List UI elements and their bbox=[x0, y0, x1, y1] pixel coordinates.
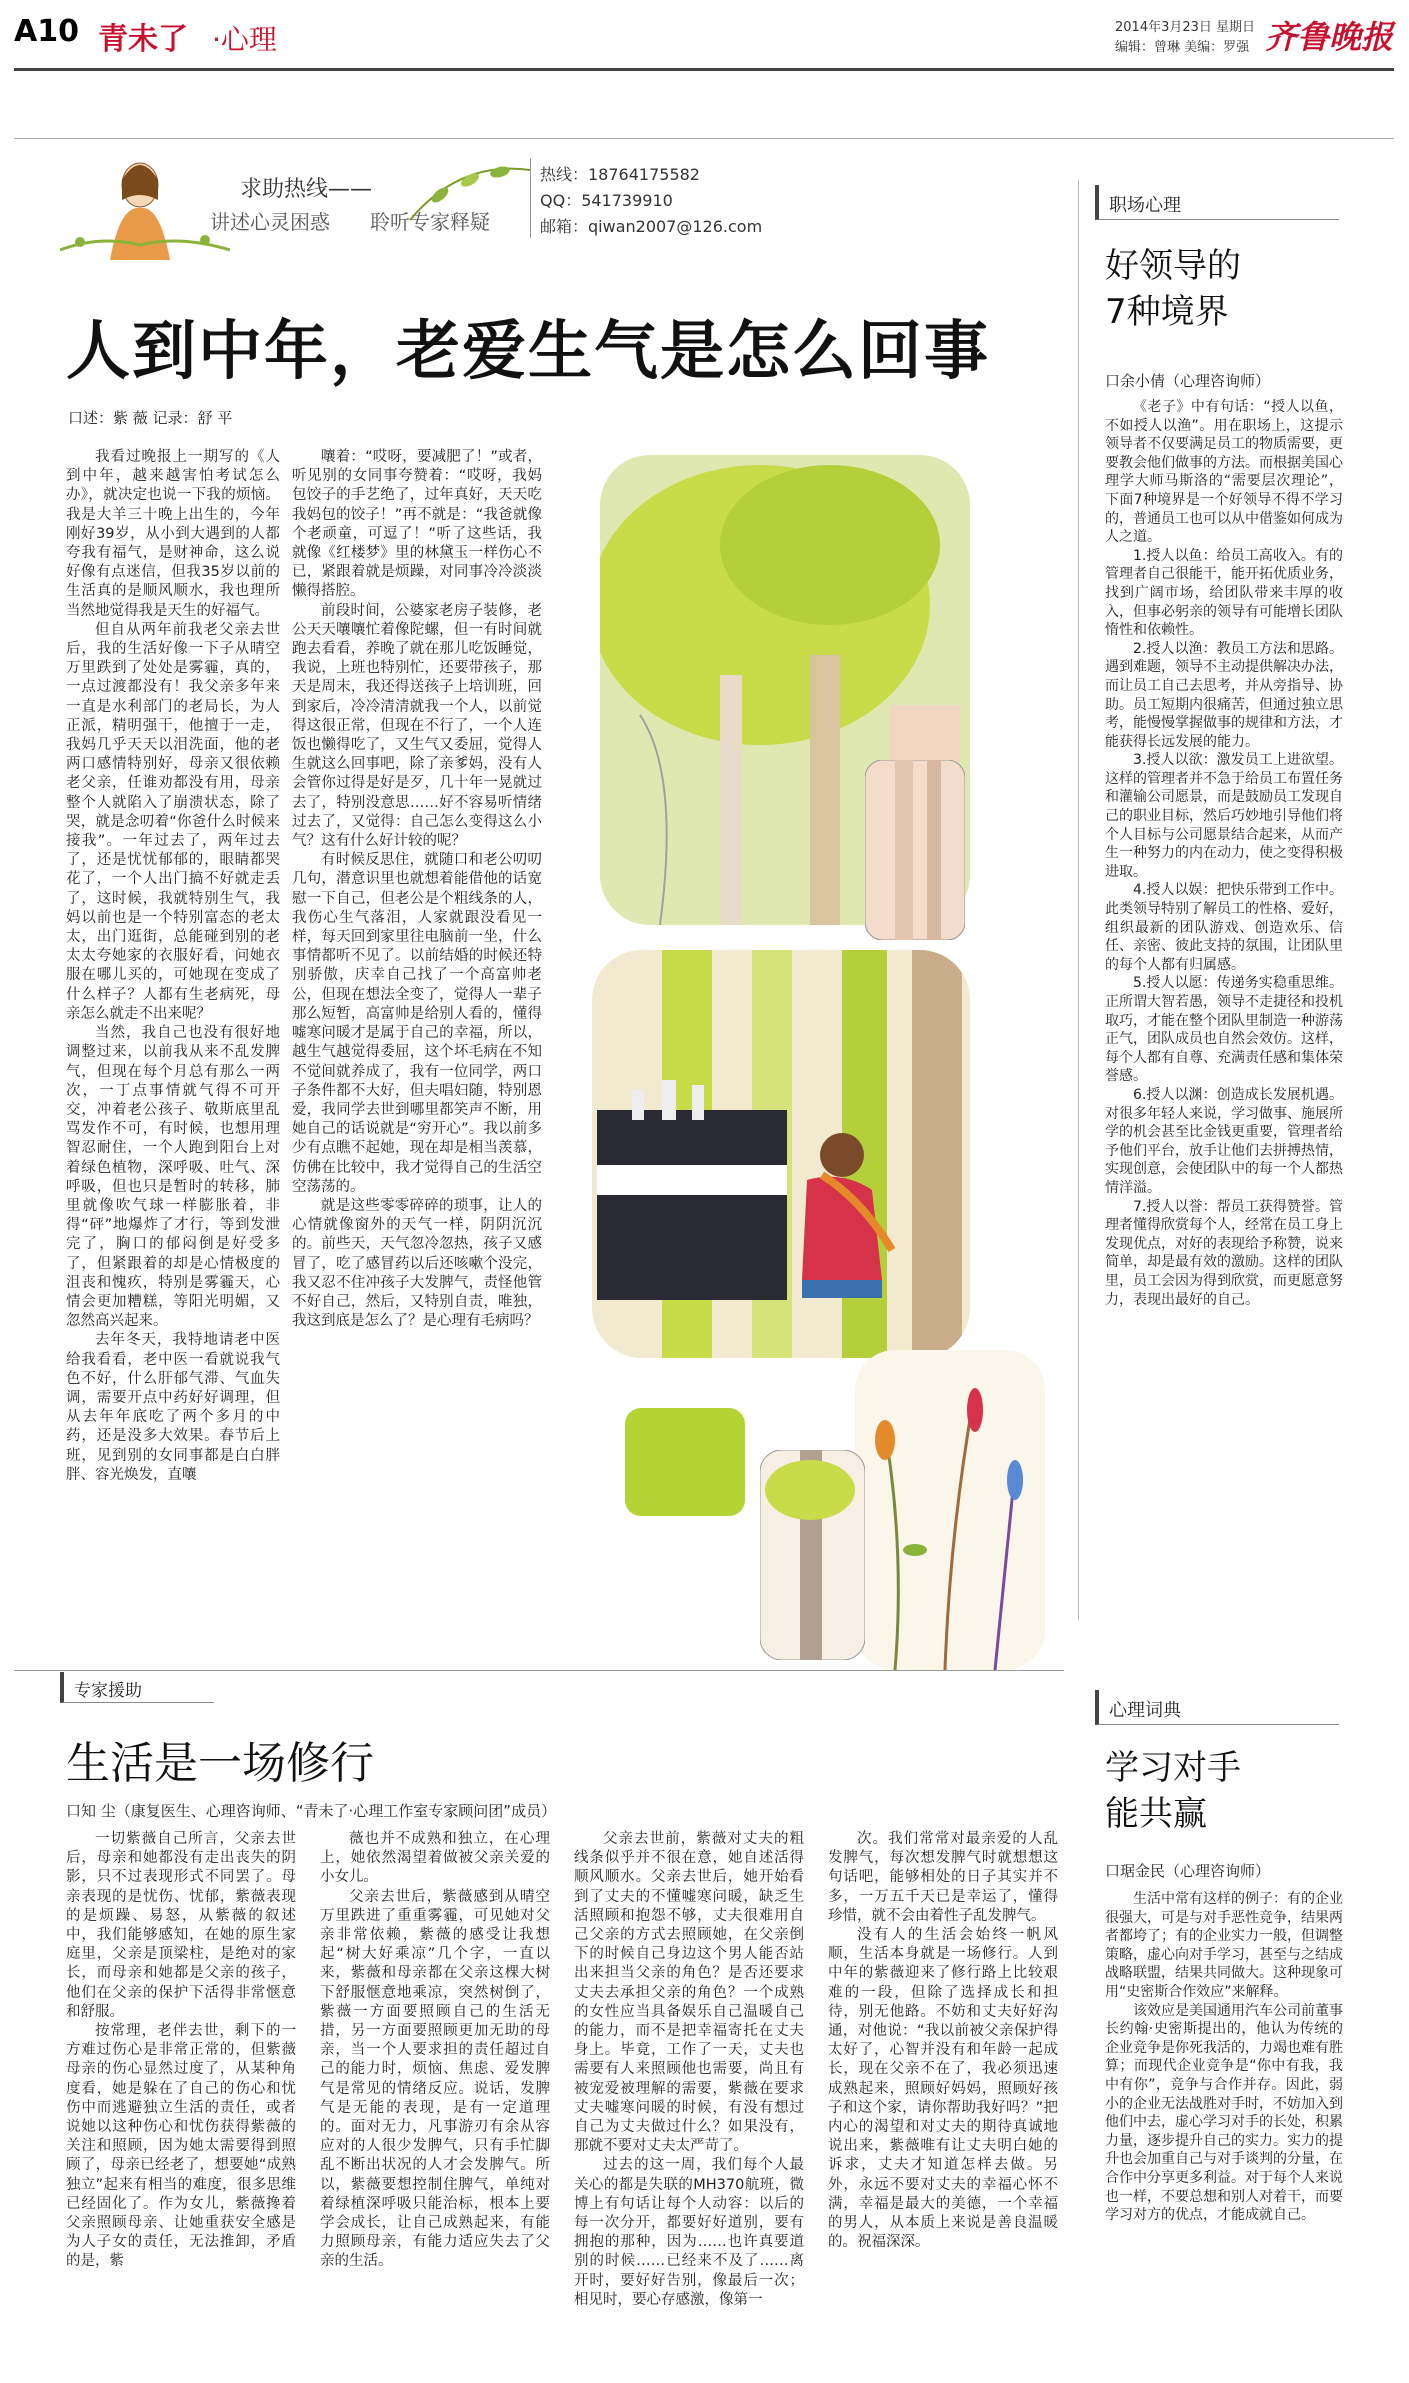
hotline-divider bbox=[530, 158, 531, 238]
section2-column-3 bbox=[574, 1830, 804, 2310]
paragraph: 3.授人以欲：激发员工上进欲望。这样的管理者并不急于给员工布置任务和灌输公司愿景，而是鼓励员工发现自己的职业目标，然后巧妙地引导他们将个人目标与公司愿景结合起来，从而产生一种努力的内在动力，使之变得积极进取。 bbox=[1105, 752, 1343, 880]
hotline-email: 邮箱：qiwan2007@126.com bbox=[540, 217, 763, 236]
paragraph: 我看过晚报上一期写的《人到中年，越来越害怕考试怎么办》，就决定也说一下我的烦恼。我是大羊三十晚上出生的，今年刚好39岁，从小到大遇到的人都夸我有福气，是财神命，这么说好像有点迷信，但我35岁以前的生活真的是顺风顺水，我也理所当然地觉得我是天生的好福气。 bbox=[66, 449, 280, 619]
paragraph: 6.授人以渊：创造成长发展机遇。对很多年轻人来说，学习做事、施展所学的机会甚至比金钱更重要，管理者给予他们平台，放手让他们去拼搏热情，实现创意，会使团队中的每一个人都热情洋溢。 bbox=[1105, 1086, 1343, 1196]
paragraph: 父亲去世后，紫薇感到从晴空万里跌进了重重雾霾，可见她对父亲非常依赖，紫薇的感受让我想起“树大好乘凉”几个字，一直以来，紫薇和母亲都在父亲这棵大树下舒服惬意地乘凉，突然树倒了，紫薇一方面要照顾自己的生活无措，另一方面要照顾更加无助的母亲，当一个人要求担的责任超过自己的能力时，烦恼、焦虑、爱发脾气是常见的情绪反应。说话，发脾气是无能的表现，是有一定道理的。面对无力，凡事游刃有余从容应对的人很少发脾气，只有手忙脚乱不断出状况的人才会发脾气。所以，紫薇要想控制住脾气，单纯对着绿植深呼吸只能治标，根本上要学会成长，让自己成熟起来，有能力照顾母亲，有能力适应失去了父亲的生活。 bbox=[320, 1888, 550, 2270]
hotline-contact bbox=[540, 162, 762, 240]
sidebar1-title-line1: 好领导的 bbox=[1105, 246, 1241, 286]
illustration-flowers bbox=[855, 1350, 1045, 1670]
hotline-rule bbox=[14, 138, 1394, 139]
sidebar2-author: 口琚金民（心理咨询师） bbox=[1105, 1862, 1271, 1880]
paragraph: 嚷着：“哎呀，要减肥了！”或者，听见别的女同事夸赞着：“哎呀，我妈包饺子的手艺绝了，过年真好，天天吃我妈包的饺子！”再不就是：“我爸就像个老顽童，可逗了！”听了这些话，我就像《红楼梦》里的林黛玉一样伤心不已，紧跟着就是烦躁，对同事冷冷淡淡懒得搭腔。 bbox=[292, 449, 542, 600]
paragraph: 薇也并不成熟和独立，在心理上，她依然渴望着做被父亲关爱的小女儿。 bbox=[320, 1831, 550, 1886]
illustration-small-tree bbox=[865, 760, 965, 940]
paragraph: 一切紫薇自己所言，父亲去世后，母亲和她都没有走出丧失的阴影，只不过表现形式不同罢了。母亲表现的是忧伤、忧郁，紫薇表现的是烦躁、易怒，从紫薇的叙述中，我们能够感知，在她的原生家庭里，父亲是顶梁柱，是绝对的家长，而母亲和她都是父亲的孩子，他们在父亲的保护下活得非常惬意和舒服。 bbox=[66, 1831, 296, 2020]
paragraph: 前段时间，公婆家老房子装修，老公天天嚷嚷忙着像陀螺，但一有时间就跑去看看，养晚了就在那儿吃饭睡觉，我说，上班也特别忙，还要带孩子，那天是周末，我还得送孩子上培训班，回到家后，冷冷清清就我一个人，以前觉得这很正常，但现在不行了，一个人连饭也懒得吃了，又生气又委屈，觉得人生就这么回事吧，除了亲爹妈，没有人会管你过得是好是歹，几十年一晃就过去了，特别没意思……好不容易听情绪过去了，又觉得：自己怎么变得这么小气？这有什么好计较的呢？ bbox=[292, 602, 542, 850]
paragraph: 5.授人以愿：传递务实稳重思维。正所谓大智若愚，领导不走捷径和投机取巧，才能在整个团队里制造一种游荡正气，团队成员也自然会效仿。这样，每个人都有自尊、充满责任感和集体荣誉感。 bbox=[1105, 975, 1343, 1085]
leaf-decor-icon bbox=[400, 150, 540, 230]
section2-title: 生活是一场修行 bbox=[66, 1738, 374, 1789]
paragraph: 过去的这一周，我们每个人最关心的都是失联的MH370航班，微博上有句话让每个人动容：以后的每一次分开，都要好好道别，要有拥抱的那种，因为……也许真要道别的时候……已经来不及了……离开时，要好好告别，像最后一次；相见时，要心存感激，像第一 bbox=[574, 2157, 804, 2308]
sidebar2-title bbox=[1105, 1745, 1241, 1837]
paragraph: 2.授人以渔：教员工方法和思路。遇到难题，领导不主动提供解决办法，而让员工自己去思考，并从旁指导、协助。员工短期内很痛苦，但通过独立思考，能慢慢掌握做事的规律和方法，才能获得长远发展的能力。 bbox=[1105, 640, 1343, 750]
main-headline: 人到中年，老爱生气是怎么回事 bbox=[66, 315, 990, 389]
sidebar2-body bbox=[1105, 1890, 1343, 2225]
section2-column-2 bbox=[320, 1830, 550, 2272]
column-sub: ·心理 bbox=[212, 23, 277, 56]
paragraph: 去年冬天，我特地请老中医给我看看，老中医一看就说我气色不好，什么肝郁气滞、气血失调，需要开点中药好好调理，但从去年年底吃了两个多月的中药，还是没多大效果。春节后上班，见到别的女同事都是白白胖胖、容光焕发，直嚷 bbox=[66, 1332, 280, 1483]
sidebar2-label-box bbox=[1095, 1690, 1339, 1725]
hotline-qq: QQ：541739910 bbox=[540, 191, 673, 210]
section2-rule bbox=[14, 1670, 1064, 1671]
main-column-1 bbox=[66, 448, 280, 1485]
sidebar1-label-box bbox=[1095, 185, 1339, 220]
newspaper-logo: 齐鲁晚报 bbox=[1265, 18, 1394, 56]
hotline-sub1: 讲述心灵困惑 bbox=[210, 210, 330, 234]
sidebar1-label: 职场心理 bbox=[1109, 195, 1181, 216]
editors: 编辑：曾琳 美编：罗强 bbox=[1115, 40, 1250, 55]
paragraph: 该效应是美国通用汽车公司前董事长约翰·史密斯提出的，他认为传统的企业竞争是你死我活的，力竭也难有胜算；而现代企业竞争是“你中有我，我中有你”，竞争与合作并存。因此，弱小的企业无法战胜对手时，不妨加入到他们中去，虚心学习对手的长处，积累力量，逐步提升自己的实力。实力的提升也会加重自己与对手谈判的分量，在合作中分享更多利益。对于每个人来说也一样，不要总想和别人对着干，而要学习对方的优点，才能成就自己。 bbox=[1105, 2002, 1343, 2224]
sidebar1-author: 口余小倩（心理咨询师） bbox=[1105, 372, 1271, 390]
paragraph: 生活中常有这样的例子：有的企业很强大，可是与对手恶性竞争，结果两者都垮了；有的企业实力一般，但调整策略，虚心向对手学习，甚至与之结成战略联盟，结果共同做大。这种现象可用“史密斯合作效应”来解释。 bbox=[1105, 1891, 1343, 2000]
paragraph: 按常理，老伴去世，剩下的一方难过伤心是非常正常的，但紫薇母亲的伤心显然过度了，从某种角度看，她是躲在了自己的伤心和忧伤中而逃避独立生活的责任，或者说她以这种伤心和忧伤获得紫薇的关注和照顾，因为她太需要得到照顾了，母亲已经老了，想要她“成熟独立”起来有相当的难度，很多思维已经固化了。作为女儿，紫薇搀着父亲照顾母亲、让她重获安全感是为人子女的责任，无法推卸，矛盾的是，紫 bbox=[66, 2023, 296, 2270]
paragraph: 4.授人以娱：把快乐带到工作中。此类领导特别了解员工的性格、爱好，组织最新的团队游戏、创造欢乐、信任、亲密、彼此支持的氛围，让团队里的每个人都有归属感。 bbox=[1105, 882, 1343, 973]
issue-date: 2014年3月23日 星期日 bbox=[1115, 20, 1256, 35]
main-column-2 bbox=[292, 448, 542, 1331]
paragraph: 1.授人以鱼：给员工高收入。有的管理者自己很能干，能开拓优质业务，找到广阔市场，给团队带来丰厚的收入，但事必躬亲的领导有可能增长团队惰性和依赖性。 bbox=[1105, 547, 1343, 639]
section2-byline: 口知 尘（康复医生、心理咨询师、“青未了·心理工作室专家顾问团”成员） bbox=[66, 1802, 557, 1820]
sidebar2-title-line2: 能共赢 bbox=[1105, 1794, 1207, 1834]
section2-column-1 bbox=[66, 1830, 296, 2272]
sidebar1-title-line2: 7种境界 bbox=[1105, 292, 1229, 332]
paragraph: 就是这些零零碎碎的琐事，让人的心情就像窗外的天气一样，阴阴沉沉的。前些天，天气忽冷忽热，孩子又感冒了，吃了感冒药以后还咳嗽个没完，我又忍不住冲孩子大发脾气，责怪他管不好自己，然后，又特别自责，唯独，我这到底是怎么了？是心理有毛病吗？ bbox=[292, 1197, 542, 1330]
column-name: 青未了 bbox=[98, 22, 188, 57]
paragraph: 有时候反思住，就随口和老公叨叨几句，潜意识里也就想着能借他的话宽慰一下自己，但老公是个粗线条的人，我伤心生气落泪，人家就跟没看见一样，每天回到家里往电脑前一坐，什么事情都听不见了。以前结婚的时候还特别骄傲，庆幸自己找了一个高富帅老公，但现在想法全变了，觉得人一辈子那么短暂，高富帅是给别人看的，懂得嘘寒问暖才是属于自己的幸福，所以，越生气越觉得委屈，这个坏毛病在不知不觉间就养成了，我有一位同学，两口子条件都不大好，但夫唱妇随，特别恩爱，我同学去世到哪里都笑声不断，用她自己的话说就是“穷开心”。我以前多少有点瞧不起她，现在却是相当羡慕，仿佛在比较中，我才觉得自己的生活空空荡荡的。 bbox=[292, 852, 542, 1195]
section2-label: 专家援助 bbox=[74, 1681, 142, 1701]
sidebar2-label: 心理词典 bbox=[1109, 1700, 1181, 1721]
sidebar-divider bbox=[1078, 180, 1079, 1620]
hotline-sub2: 聆听专家释疑 bbox=[370, 210, 490, 234]
section2-label-box bbox=[60, 1672, 214, 1703]
illustration-tree-bottom bbox=[760, 1450, 865, 1660]
green-square-decor bbox=[625, 1408, 745, 1516]
paragraph: 但自从两年前我老父亲去世后，我的生活好像一下子从晴空万里跌到了处处是雾霾，真的，一点过渡都没有！我父亲多年来一直是水利部门的老局长，为人正派，精明强干，他擅于一走，我妈几乎天天以泪洗面，他的老两口感情特别好，母亲又很依赖老父亲，任谁劝都没有用，母亲整个人就陷入了崩溃状态，除了哭，就是念叨着“你爸什么时候来接我”。一年过去了，两年过去了，还是忧忧郁郁的，眼睛都哭花了，一个人出门搞不好就走丢了，这时候，我就特别生气，我妈以前也是一个特别富态的老太太，出门逛街，总能碰到别的老太太夸她家的衣服好看，问她衣服在哪儿买的，可她现在变成了什么样子？人都有生老病死，母亲怎么就走不出来呢？ bbox=[66, 621, 280, 1022]
sidebar1-title bbox=[1105, 243, 1241, 335]
paragraph: 当然，我自己也没有很好地调整过来，以前我从来不乱发脾气，但现在每个月总有那么一两次，一丁点事情就气得不可开交，冲着老公孩子、敬斯底里乱骂发作不可，有时候，也想用理智忍耐住，一个人跑到阳台上对着绿色植物，深呼吸、吐气、深呼吸，但也只是暂时的转移，肺里就像吹气球一样膨胀着，非得“砰”地爆炸了才行，等到发泄完了，胸口的郁闷倒是好受多了，但紧跟着的却是心情极度的沮丧和愧疚，特别是雾霾天，心情会更加糟糕，等阳光明媚，又忽然高兴起来。 bbox=[66, 1025, 280, 1330]
page-number: A10 bbox=[14, 14, 79, 49]
section2-column-4 bbox=[828, 1830, 1058, 2252]
hotline-lady-icon bbox=[60, 150, 230, 260]
hotline-phone: 热线：18764175582 bbox=[540, 165, 700, 184]
paragraph: 没有人的生活会始终一帆风顺，生活本身就是一场修行。人到中年的紫薇迎来了修行路上比较艰难的一段，但除了选择成长和担待，别无他路。不妨和丈夫好好沟通，对他说：“我以前被父亲保护得太好了，心智并没有和年龄一起成长，现在父亲不在了，我必须迅速成熟起来，照顾好妈妈，照顾好孩子和这个家，请你帮助我好吗？”把内心的渴望和对丈夫的期待真诚地说出来，紫薇唯有让丈夫明白她的诉求，丈夫才知道怎样去做。另外，永远不要对丈夫的幸福心怀不满，幸福是最大的美德，一个幸福的男人，从本质上来说是善良温暖的。祝福深深。 bbox=[828, 1927, 1058, 2251]
hotline-title: 求助热线—— bbox=[240, 177, 373, 202]
header-rule bbox=[14, 68, 1394, 71]
paragraph: 次。我们常常对最亲爱的人乱发脾气，每次想发脾气时就想想这句话吧，能够相处的日子其实并不多，一万五千天已是幸运了，懂得珍惜，就不会由着性子乱发脾气。 bbox=[828, 1831, 1058, 1924]
illustration-piano-girl bbox=[592, 950, 970, 1358]
main-byline: 口述：紫 薇 记录：舒 平 bbox=[68, 409, 233, 427]
paragraph: 《老子》中有句话：“授人以鱼，不如授人以渔”。用在职场上，这提示领导者不仅要满足员工的物质需要，更要教会他们做事的方法。而根据美国心理学大师马斯洛的“需要层次理论”，下面7种境界是一个好领导不得不学习的，普通员工也可以从中借鉴如何成为人之道。 bbox=[1105, 399, 1343, 546]
sidebar1-body bbox=[1105, 398, 1343, 1309]
paragraph: 父亲去世前，紫薇对丈夫的粗线条似乎并不很在意，她自述活得顺风顺水。父亲去世后，她开始看到了丈夫的不懂嘘寒问暖，缺乏生活照顾和抱怨不够，丈夫很难用自己父亲的方式去照顾她，在父亲倒下的时候自己身边这个男人能否站出来担当父亲的角色？是否还要求丈夫去承担父亲的角色？一个成熟的女性应当具备娱乐自己温暖自己的能力，而不是把幸福寄托在丈夫身上。毕竟，工作了一天，丈夫也需要有人来照顾他也需要，尚且有被宠爱被理解的需要，紫薇在要求丈夫嘘寒问暖的时候，有没有想过自己为丈夫做过什么？如果没有，那就不要对丈夫太严苛了。 bbox=[574, 1831, 804, 2155]
sidebar2-title-line1: 学习对手 bbox=[1105, 1748, 1241, 1788]
paragraph: 7.授人以誉：帮员工获得赞誉。管理者懂得欣赏每个人，经常在员工身上发现优点，对好的表现给予称赞，说来简单，却是最有效的激励。这样的团队里，员工会因为得到欣赏，而更愿意努力，表现出最好的自己。 bbox=[1105, 1198, 1343, 1308]
